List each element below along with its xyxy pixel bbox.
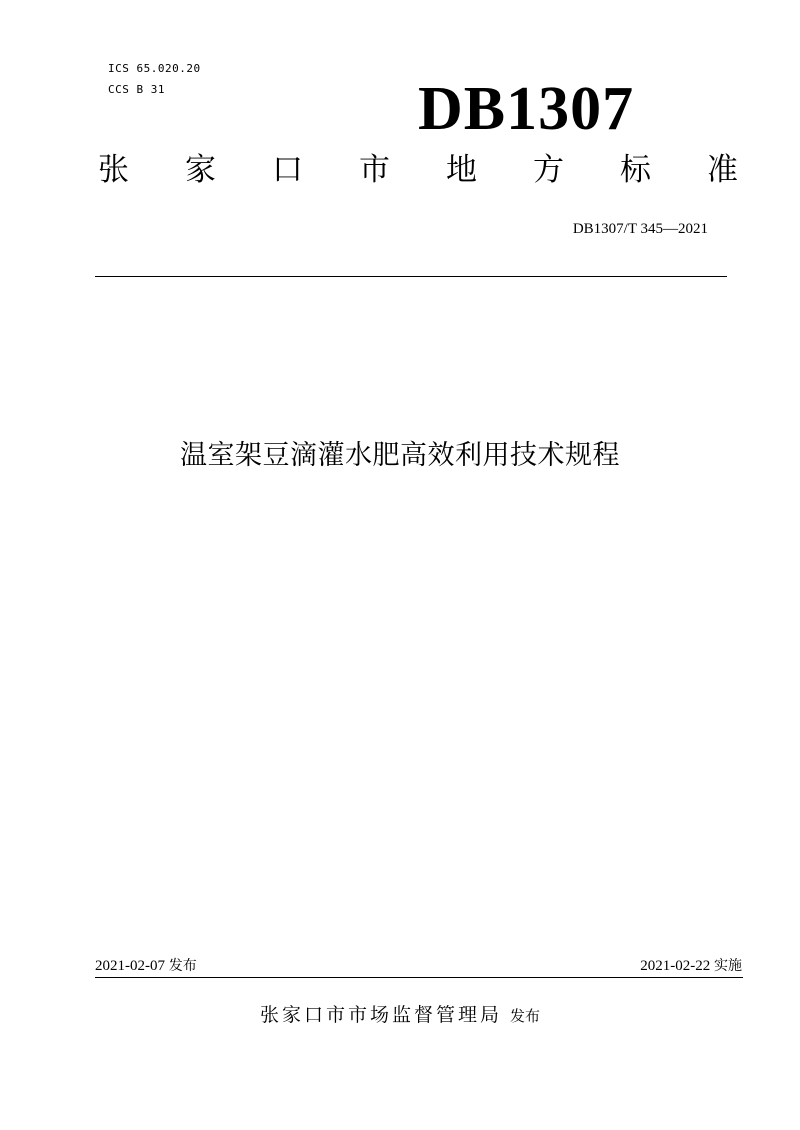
- standard-type-char: 市: [359, 152, 390, 188]
- standard-type-char: 家: [185, 152, 216, 188]
- standard-type-char: 口: [272, 152, 303, 188]
- issue-date: 2021-02-07: [95, 958, 165, 974]
- document-title: 温室架豆滴灌水肥高效利用技术规程: [180, 440, 620, 471]
- standard-number: DB1307/T 345—2021: [572, 221, 708, 237]
- implement-date: 2021-02-22: [640, 958, 711, 974]
- standard-type-char: 张: [98, 152, 129, 188]
- implement-date-line: [640, 956, 742, 976]
- standard-type-char: 地: [446, 152, 477, 188]
- ccs-code: CCS B 31: [108, 83, 165, 96]
- standard-type-char: 标: [620, 152, 651, 188]
- publisher-line: [0, 1000, 800, 1027]
- implement-label: 实施: [714, 958, 742, 974]
- standard-type-char: 准: [707, 152, 738, 188]
- standard-type-char: 方: [533, 152, 564, 188]
- publisher-name: 张家口市市场监督管理局: [259, 1004, 502, 1026]
- ics-code: ICS 65.020.20: [108, 62, 201, 75]
- standard-type: [98, 150, 738, 190]
- footer-divider: [95, 977, 743, 978]
- issue-label: 发布: [168, 958, 197, 974]
- header-divider: [95, 276, 727, 277]
- standard-code: DB1307: [418, 75, 635, 143]
- issue-date-line: [95, 956, 197, 976]
- publisher-suffix: 发布: [510, 1007, 541, 1025]
